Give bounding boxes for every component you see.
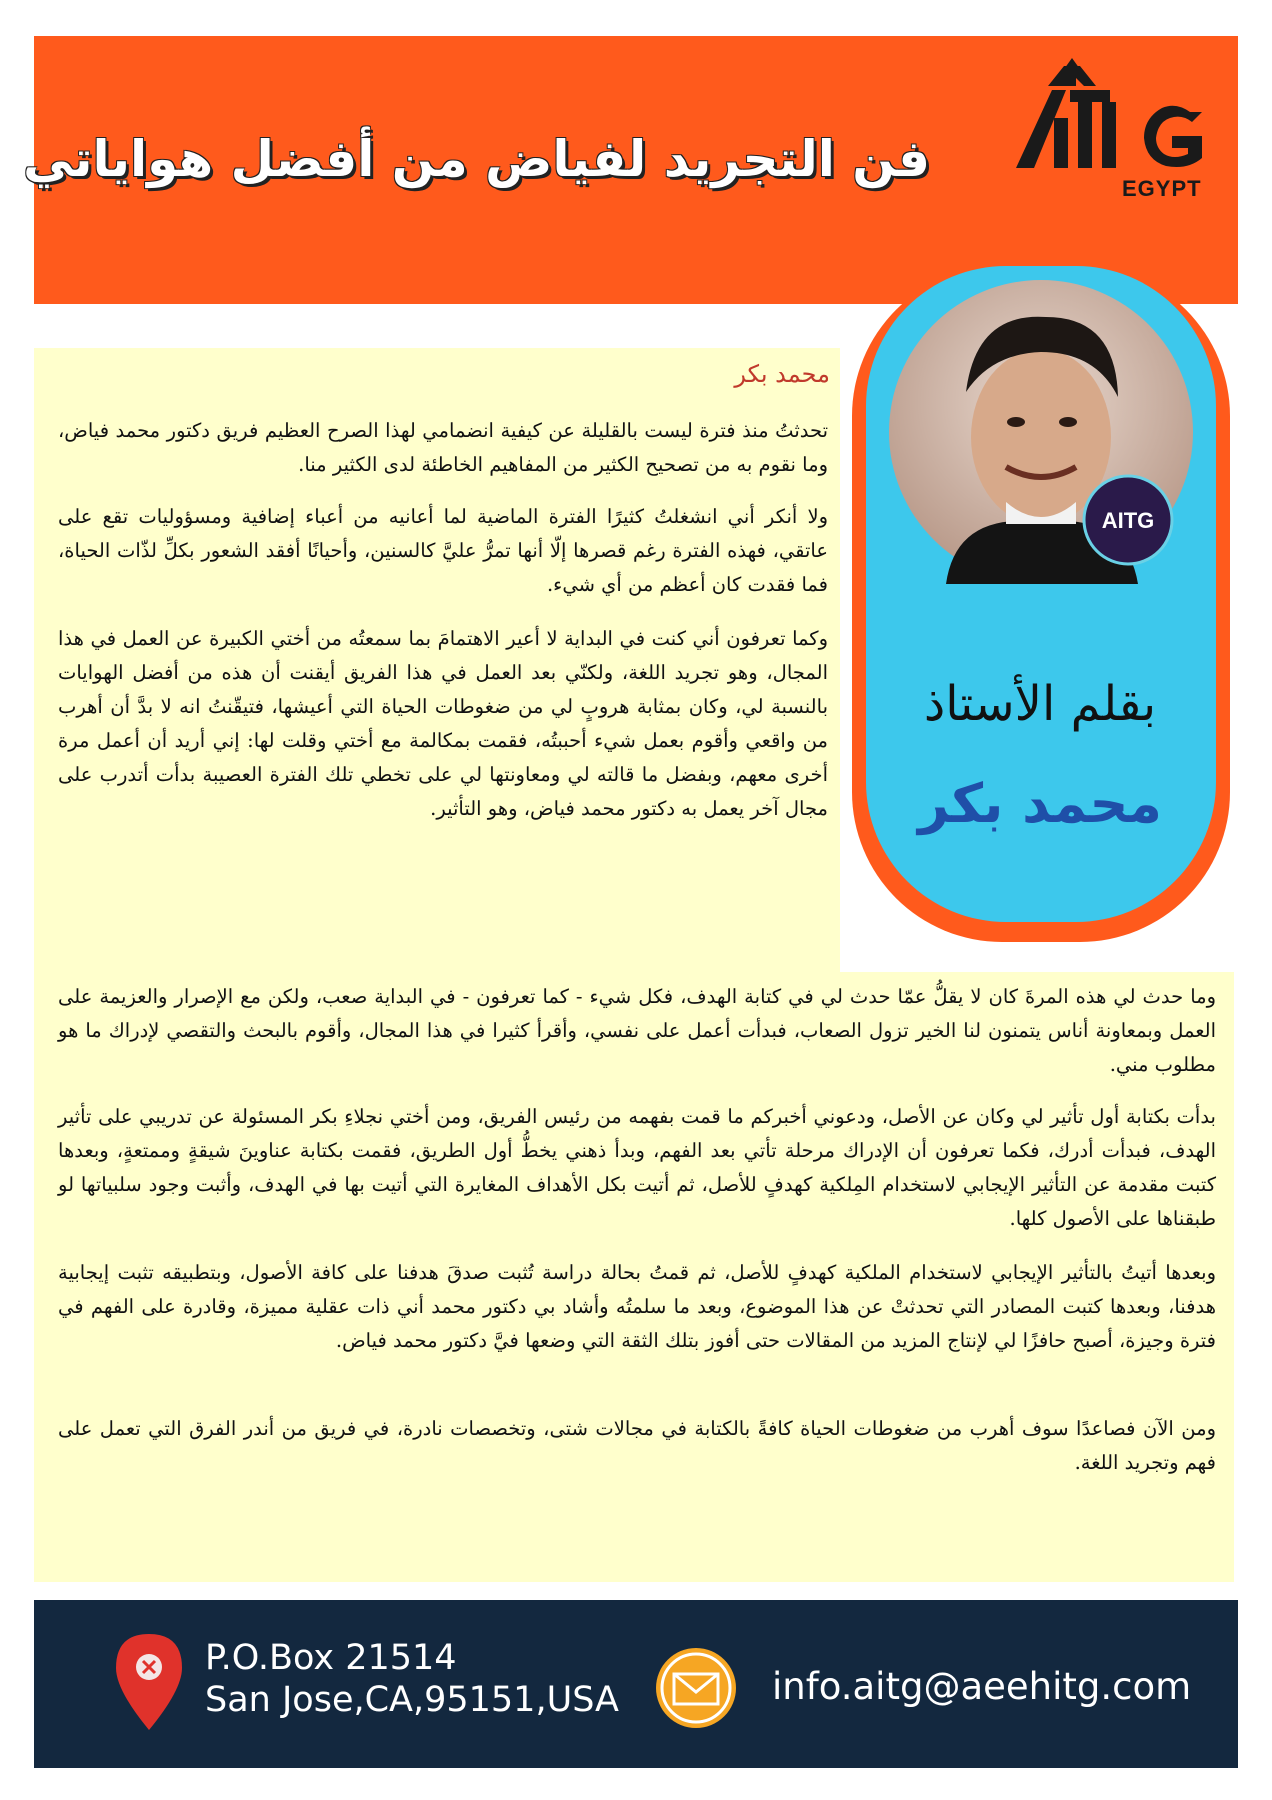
footer-address-line2: San Jose,CA,95151,USA: [205, 1680, 620, 1720]
map-pin-icon: [114, 1632, 184, 1732]
footer-address-line1: P.O.Box 21514: [205, 1638, 457, 1678]
photo-logo-text: AITG: [1101, 508, 1155, 533]
logo-subtitle: EGYPT: [1122, 176, 1202, 201]
article-paragraph: وما حدث لي هذه المرةَ كان لا يقلُّ عمّا حدث لي في كتابة الهدف، فكل شيء - كما تعرفون - في البداية صعب، ولكن مع الإصرار والعزيمة على العمل وبمعاونة أناس يتمنون لنا الخير تزول الصعاب، فبدأت أعمل على نفسي، وأقرأ كثيرا في هذا المجال، وأقوم بالبحث والتقصي لإدراك ما هو مطلوب مني.: [58, 985, 1216, 1076]
footer-email[interactable]: info.aitg@aeehitg.com: [772, 1665, 1192, 1708]
article-paragraph: بدأت بكتابة أول تأثير لي وكان عن الأصل، ودعوني أخبركم ما قمت بفهمه من رئيس الفريق، ومن أختي نجلاءِ بكر المسئولة عن تدريبي على تأثير الهدف، فبدأت أدرك، فكما تعرفون أن الإدراك مرحلة تأتي بعد الفهم، وبدأ ذهني يخطُّ أول الطريق، فقمت بكتابة عناوينَ شيقةٍ وممتعةٍ، وبعدها كتبت مقدمة عن التأثير الإيجابي لاستخدام المِلكية كهدفٍ للأصل، ثم أتيت بكل الأهداف المغايرة التي أتيت بها في الهدف، وأثبت وجود سلبياتها لو طبقناها على الأصول كلها.: [58, 1105, 1216, 1230]
page-title: فن التجريد لفياض من أفضل هواياتي: [23, 130, 930, 188]
badge-author-name: محمد بكر: [918, 772, 1162, 835]
article-paragraph: ولا أنكر أني انشغلتُ كثيرًا الفترة الماضية لما أعانيه من أعباء إضافية ومسؤوليات تقع على عاتقي، فهذه الفترة رغم قصرها إلّا أنها تمرُّ عليَّ كالسنين، وأحيانًا أفقد الشعور بكلِّ لذّات الحياة، فما فقدت كان أعظم من أي شيء.: [58, 505, 828, 596]
article-paragraph: وكما تعرفون أني كنت في البداية لا أعير الاهتمامَ بما سمعتُه من أختي الكبيرة عن العمل في هذا المجال، وهو تجريد اللغة، ولكنّي بعد العمل في هذا الفريق أيقنت أن هذه من أفضل الهوايات بالنسبة لي، وكان بمثابة هروبٍ لي من ضغوطات الحياة التي أعيشها، فتيقّنتُ انه لا بدَّ أن أهرب من واقعي وأقوم بعمل شيء أحببتُه، فقمت بمكالمة مع أختي وقلت لها: إني أريد أن أعمل مرة أخرى معهم، وبفضل ما قالته لي ومعاونتها لي على تخطي تلك الفترة العصيبة بدأت أتدرب على مجال آخر يعمل به دكتور محمد فياض، وهو التأثير.: [58, 627, 828, 820]
article-author: محمد بكر: [734, 360, 830, 388]
author-badge: [846, 262, 1236, 962]
badge-label-top: بقلم الأستاذ: [923, 676, 1157, 732]
article-paragraph: ومن الآن فصاعدًا سوف أهرب من ضغوطات الحياة كافةً بالكتابة في مجالات شتى، وتخصصات نادرة، في فريق من أندر الفرق التي تعمل على فهم وتجريد اللغة.: [58, 1417, 1216, 1474]
article-paragraph: وبعدها أتيتُ بالتأثير الإيجابي لاستخدام الملكية كهدفٍ للأصل، ثم قمتُ بحالة دراسة تُثبت صدقَ هدفنا على كافة الأصول، وبتطبيقه تثبت إيجابية هدفنا، وبعدها كتبت المصادر التي تحدثتْ عن هذا الموضوع، وبعد ما سلمتُه وأشاد بي دكتور محمد أني ذات عقلية مميزة، وقادرة على الفهم في فترة وجيزة، أصبح حافزًا لي لإنتاج المزيد من المقالات حتى أفوز بتلك الثقة التي وضعها فيَّ دكتور محمد فياض.: [58, 1261, 1216, 1352]
article-paragraph: تحدثتُ منذ فترة ليست بالقليلة عن كيفية انضمامي لهذا الصرح العظيم فريق دكتور محمد فياض، وما نقوم به من تصحيح الكثير من المفاهيم الخاطئة لدى الكثير منا.: [58, 419, 828, 476]
envelope-icon: [654, 1646, 738, 1730]
